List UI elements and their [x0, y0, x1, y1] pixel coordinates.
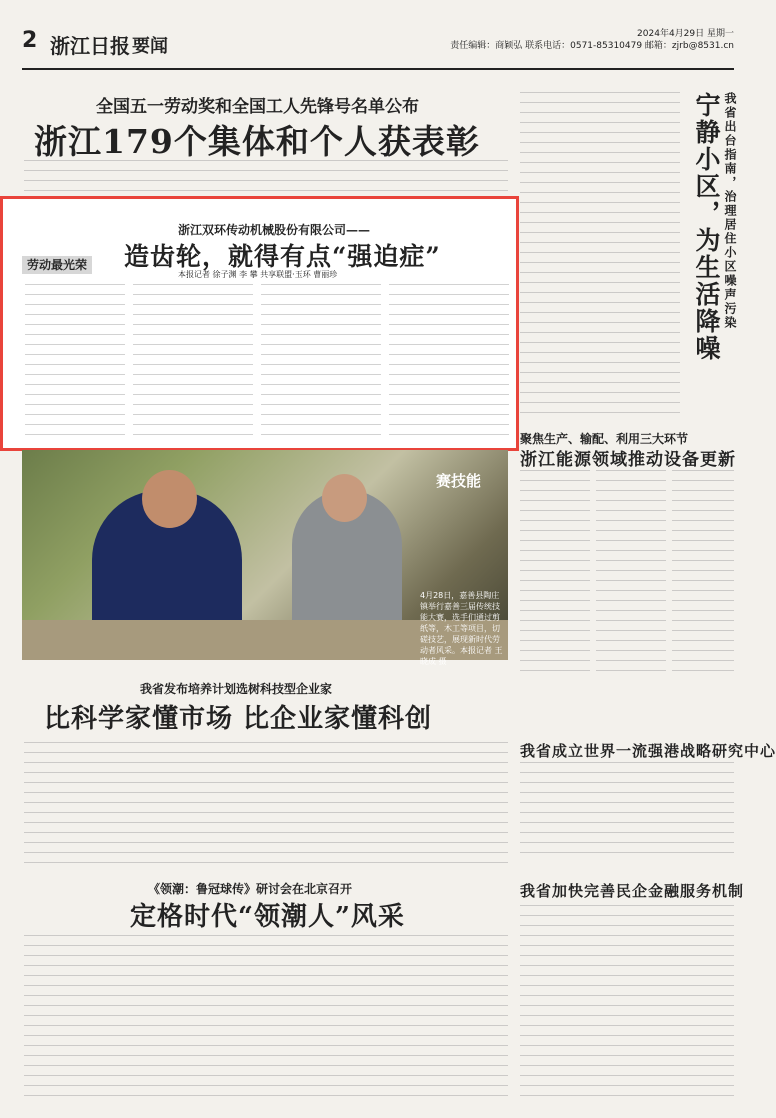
quiet-community-headline: 宁静小区，为生活降噪 [692, 92, 721, 362]
luxun-kicker: 《领潮：鲁冠球传》研讨会在北京召开 [148, 882, 353, 896]
research-center-body [520, 762, 734, 862]
issue-date: 2024年4月29日 星期一 [637, 29, 734, 39]
photo-figure [142, 470, 197, 528]
labor-award-kicker: 全国五一劳动奖和全国工人先锋号名单公布 [96, 97, 419, 117]
photo-label: 赛技能 [436, 472, 482, 490]
luxun-body [24, 935, 508, 1105]
photo-caption: 4月28日，嘉善县陶庄镇举行嘉善三届传统技能大赛，选手们通过剪纸等，木工等项目，切磋技艺，展现新时代劳动者风采。本报记者 王晓成 摄 [420, 591, 503, 666]
gear-headline: 造齿轮，就得有点“强迫症” [124, 242, 441, 271]
energy-kicker: 聚焦生产、输配、利用三大环节 [520, 432, 689, 446]
finance-headline: 我省加快完善民企金融服务机制 [520, 882, 745, 900]
labor-award-headline: 浙江179个集体和个人获表彰 [34, 122, 480, 161]
highlighted-article-box [0, 196, 519, 451]
quiet-community-kicker: 我省出台指南，治理居住小区噪声污染 [723, 92, 737, 330]
dateline [450, 28, 734, 52]
gear-col-3 [261, 284, 381, 444]
science-kicker: 我省发布培养计划选树科技型企业家 [140, 682, 333, 696]
gear-kicker: 浙江双环传动机械股份有限公司—— [178, 223, 371, 237]
gear-byline: 本报记者 徐子渊 李 攀 共享联盟·玉环 曹丽珍 [178, 270, 338, 279]
energy-headline: 浙江能源领域推动设备更新 [520, 450, 736, 470]
quiet-community-body [520, 92, 680, 422]
masthead [22, 28, 734, 70]
finance-body [520, 905, 734, 1105]
page-number: 2 [22, 28, 38, 53]
gear-col-1 [25, 284, 125, 444]
energy-col-2 [596, 470, 666, 680]
paper-name: 浙江日报 [50, 34, 130, 58]
labor-award-body [24, 160, 508, 192]
photo-figure [322, 474, 367, 522]
gear-col-4 [389, 284, 509, 444]
energy-col-1 [520, 470, 590, 680]
editor-info: 责任编辑：商颖弘 联系电话：0571-85310479 邮箱：zjrb@8531.cn [450, 41, 734, 51]
science-body [24, 742, 508, 872]
science-headline: 比科学家懂市场 比企业家懂科创 [44, 704, 433, 734]
section-name: 要闻 [132, 36, 168, 57]
gear-col-2 [133, 284, 253, 444]
energy-col-3 [672, 470, 734, 680]
luxun-headline: 定格时代“领潮人”风采 [130, 902, 405, 932]
column-sticker: 劳动最光荣 [22, 256, 92, 274]
research-center-headline: 我省成立世界一流强港战略研究中心 [520, 742, 776, 760]
